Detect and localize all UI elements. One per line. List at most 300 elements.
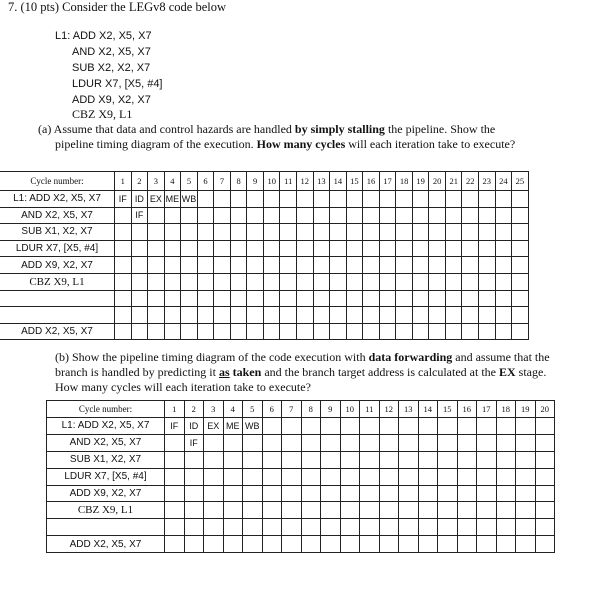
timing-cell[interactable] [346,273,363,290]
stage-cell[interactable]: WB [243,418,263,435]
timing-cell[interactable] [512,290,529,307]
timing-cell[interactable] [148,307,165,324]
timing-cell[interactable] [301,536,321,553]
timing-cell[interactable] [496,485,516,502]
timing-cell[interactable] [418,485,438,502]
timing-cell[interactable] [164,307,181,324]
timing-cell[interactable] [512,240,529,257]
timing-cell[interactable] [280,240,297,257]
timing-cell[interactable] [360,519,380,536]
timing-cell[interactable] [479,224,496,241]
timing-cell[interactable] [230,323,247,340]
timing-cell[interactable] [363,257,380,274]
timing-cell[interactable] [301,418,321,435]
timing-cell[interactable] [230,240,247,257]
timing-cell[interactable] [495,224,512,241]
timing-cell[interactable] [412,323,429,340]
timing-cell[interactable] [477,451,497,468]
timing-cell[interactable] [429,257,446,274]
timing-cell[interactable] [297,323,314,340]
timing-cell[interactable] [379,257,396,274]
timing-cell[interactable] [214,323,231,340]
timing-cell[interactable] [214,191,231,208]
timing-cell[interactable] [197,257,214,274]
timing-cell[interactable] [360,502,380,519]
timing-cell[interactable] [363,191,380,208]
timing-cell[interactable] [247,240,264,257]
timing-cell[interactable] [479,240,496,257]
timing-cell[interactable] [148,323,165,340]
timing-cell[interactable] [230,290,247,307]
timing-cell[interactable] [214,290,231,307]
timing-cell[interactable] [131,273,148,290]
timing-cell[interactable] [495,323,512,340]
timing-cell[interactable] [214,257,231,274]
timing-cell[interactable] [412,290,429,307]
stage-cell[interactable]: IF [184,434,204,451]
timing-cell[interactable] [346,307,363,324]
timing-cell[interactable] [263,257,280,274]
timing-cell[interactable] [297,273,314,290]
timing-cell[interactable] [262,468,282,485]
timing-cell[interactable] [429,273,446,290]
timing-cell[interactable] [479,257,496,274]
timing-cell[interactable] [181,257,198,274]
timing-cell[interactable] [516,418,536,435]
timing-cell[interactable] [379,191,396,208]
timing-cell[interactable] [313,323,330,340]
timing-cell[interactable] [321,519,341,536]
timing-cell[interactable] [148,224,165,241]
timing-cell[interactable] [457,434,477,451]
timing-cell[interactable] [263,207,280,224]
timing-cell[interactable] [131,224,148,241]
timing-cell[interactable] [512,191,529,208]
timing-cell[interactable] [429,240,446,257]
timing-cell[interactable] [330,290,347,307]
timing-cell[interactable] [280,191,297,208]
timing-cell[interactable] [282,434,302,451]
timing-cell[interactable] [280,273,297,290]
timing-cell[interactable] [243,434,263,451]
timing-cell[interactable] [214,207,231,224]
timing-cell[interactable] [131,257,148,274]
timing-cell[interactable] [330,273,347,290]
timing-cell[interactable] [512,323,529,340]
timing-cell[interactable] [181,224,198,241]
timing-cell[interactable] [313,257,330,274]
timing-cell[interactable] [516,468,536,485]
timing-cell[interactable] [297,307,314,324]
timing-cell[interactable] [516,536,536,553]
timing-cell[interactable] [399,418,419,435]
timing-cell[interactable] [477,468,497,485]
timing-cell[interactable] [438,418,458,435]
timing-cell[interactable] [204,468,224,485]
timing-cell[interactable] [445,207,462,224]
timing-cell[interactable] [340,468,360,485]
timing-cell[interactable] [330,307,347,324]
timing-cell[interactable] [223,451,243,468]
timing-cell[interactable] [418,536,438,553]
timing-cell[interactable] [438,519,458,536]
timing-cell[interactable] [181,323,198,340]
timing-cell[interactable] [429,323,446,340]
timing-cell[interactable] [535,434,555,451]
timing-cell[interactable] [412,307,429,324]
timing-cell[interactable] [263,191,280,208]
timing-cell[interactable] [462,307,479,324]
timing-cell[interactable] [479,207,496,224]
timing-cell[interactable] [535,485,555,502]
timing-cell[interactable] [243,468,263,485]
timing-cell[interactable] [165,536,185,553]
stage-cell[interactable]: ME [223,418,243,435]
timing-cell[interactable] [115,224,132,241]
timing-cell[interactable] [282,451,302,468]
stage-cell[interactable]: ME [164,191,181,208]
timing-cell[interactable] [330,323,347,340]
timing-cell[interactable] [247,307,264,324]
timing-cell[interactable] [301,485,321,502]
timing-cell[interactable] [204,434,224,451]
timing-cell[interactable] [340,451,360,468]
timing-cell[interactable] [223,468,243,485]
timing-cell[interactable] [223,485,243,502]
timing-cell[interactable] [214,307,231,324]
timing-cell[interactable] [412,240,429,257]
timing-cell[interactable] [204,519,224,536]
timing-cell[interactable] [495,207,512,224]
timing-cell[interactable] [321,485,341,502]
timing-cell[interactable] [477,502,497,519]
timing-cell[interactable] [313,290,330,307]
timing-cell[interactable] [321,418,341,435]
timing-cell[interactable] [280,323,297,340]
timing-cell[interactable] [477,536,497,553]
timing-cell[interactable] [496,418,516,435]
timing-cell[interactable] [379,519,399,536]
timing-cell[interactable] [197,191,214,208]
timing-cell[interactable] [462,290,479,307]
timing-cell[interactable] [399,519,419,536]
stage-cell[interactable]: IF [165,418,185,435]
timing-cell[interactable] [512,207,529,224]
timing-cell[interactable] [429,207,446,224]
timing-cell[interactable] [535,502,555,519]
timing-cell[interactable] [297,224,314,241]
timing-cell[interactable] [165,434,185,451]
timing-cell[interactable] [165,485,185,502]
timing-cell[interactable] [280,207,297,224]
stage-cell[interactable]: ID [131,191,148,208]
timing-cell[interactable] [313,191,330,208]
timing-cell[interactable] [340,418,360,435]
timing-cell[interactable] [438,536,458,553]
timing-cell[interactable] [495,257,512,274]
timing-cell[interactable] [363,307,380,324]
timing-cell[interactable] [262,536,282,553]
timing-cell[interactable] [445,273,462,290]
timing-cell[interactable] [230,191,247,208]
timing-cell[interactable] [399,468,419,485]
timing-cell[interactable] [115,207,132,224]
timing-cell[interactable] [360,468,380,485]
timing-cell[interactable] [247,207,264,224]
timing-cell[interactable] [131,323,148,340]
timing-cell[interactable] [301,434,321,451]
timing-cell[interactable] [223,502,243,519]
timing-cell[interactable] [457,468,477,485]
timing-cell[interactable] [457,536,477,553]
timing-cell[interactable] [165,519,185,536]
timing-cell[interactable] [313,307,330,324]
timing-cell[interactable] [165,451,185,468]
timing-cell[interactable] [313,240,330,257]
timing-cell[interactable] [164,273,181,290]
timing-cell[interactable] [462,323,479,340]
timing-cell[interactable] [148,240,165,257]
timing-cell[interactable] [438,468,458,485]
timing-cell[interactable] [512,273,529,290]
timing-cell[interactable] [429,290,446,307]
stage-cell[interactable]: IF [115,191,132,208]
timing-cell[interactable] [496,434,516,451]
timing-cell[interactable] [262,451,282,468]
timing-cell[interactable] [223,519,243,536]
timing-cell[interactable] [379,468,399,485]
timing-cell[interactable] [363,273,380,290]
timing-cell[interactable] [247,257,264,274]
timing-cell[interactable] [399,502,419,519]
timing-cell[interactable] [457,519,477,536]
timing-cell[interactable] [512,224,529,241]
timing-cell[interactable] [115,257,132,274]
timing-cell[interactable] [445,191,462,208]
timing-cell[interactable] [479,323,496,340]
timing-cell[interactable] [247,290,264,307]
timing-cell[interactable] [457,418,477,435]
timing-cell[interactable] [396,224,413,241]
timing-cell[interactable] [230,224,247,241]
timing-cell[interactable] [396,323,413,340]
timing-cell[interactable] [131,240,148,257]
timing-cell[interactable] [204,502,224,519]
timing-cell[interactable] [379,240,396,257]
timing-cell[interactable] [495,191,512,208]
timing-cell[interactable] [330,207,347,224]
timing-cell[interactable] [363,207,380,224]
timing-cell[interactable] [379,418,399,435]
timing-cell[interactable] [181,273,198,290]
timing-cell[interactable] [280,224,297,241]
timing-cell[interactable] [197,240,214,257]
timing-cell[interactable] [321,468,341,485]
stage-cell[interactable]: EX [148,191,165,208]
timing-cell[interactable] [214,240,231,257]
timing-cell[interactable] [204,485,224,502]
timing-cell[interactable] [243,451,263,468]
timing-cell[interactable] [164,240,181,257]
timing-cell[interactable] [360,418,380,435]
timing-cell[interactable] [412,273,429,290]
timing-cell[interactable] [516,485,536,502]
timing-cell[interactable] [313,207,330,224]
timing-cell[interactable] [301,451,321,468]
timing-cell[interactable] [399,485,419,502]
timing-cell[interactable] [346,290,363,307]
timing-cell[interactable] [280,290,297,307]
timing-cell[interactable] [197,290,214,307]
timing-cell[interactable] [379,307,396,324]
timing-cell[interactable] [457,502,477,519]
timing-cell[interactable] [495,240,512,257]
timing-cell[interactable] [148,290,165,307]
timing-cell[interactable] [516,451,536,468]
timing-cell[interactable] [321,536,341,553]
timing-cell[interactable] [429,307,446,324]
timing-cell[interactable] [243,519,263,536]
timing-cell[interactable] [280,257,297,274]
timing-cell[interactable] [262,434,282,451]
timing-cell[interactable] [131,307,148,324]
timing-cell[interactable] [346,240,363,257]
timing-cell[interactable] [379,434,399,451]
timing-cell[interactable] [301,502,321,519]
timing-cell[interactable] [148,257,165,274]
timing-cell[interactable] [495,290,512,307]
timing-cell[interactable] [223,434,243,451]
timing-cell[interactable] [418,434,438,451]
timing-cell[interactable] [535,536,555,553]
timing-cell[interactable] [429,224,446,241]
timing-cell[interactable] [164,290,181,307]
timing-cell[interactable] [230,307,247,324]
timing-cell[interactable] [360,451,380,468]
timing-cell[interactable] [363,290,380,307]
timing-cell[interactable] [396,191,413,208]
timing-cell[interactable] [263,240,280,257]
timing-cell[interactable] [115,240,132,257]
timing-cell[interactable] [247,323,264,340]
timing-cell[interactable] [181,207,198,224]
timing-cell[interactable] [184,502,204,519]
timing-cell[interactable] [282,502,302,519]
timing-cell[interactable] [516,502,536,519]
timing-cell[interactable] [181,307,198,324]
timing-cell[interactable] [330,240,347,257]
timing-cell[interactable] [115,307,132,324]
timing-cell[interactable] [340,502,360,519]
timing-cell[interactable] [181,240,198,257]
timing-cell[interactable] [330,191,347,208]
timing-cell[interactable] [462,207,479,224]
timing-cell[interactable] [438,485,458,502]
timing-cell[interactable] [412,257,429,274]
timing-cell[interactable] [330,224,347,241]
timing-cell[interactable] [115,323,132,340]
timing-cell[interactable] [535,451,555,468]
timing-cell[interactable] [346,224,363,241]
timing-cell[interactable] [297,257,314,274]
timing-cell[interactable] [164,224,181,241]
timing-cell[interactable] [197,307,214,324]
timing-cell[interactable] [399,434,419,451]
timing-cell[interactable] [462,240,479,257]
timing-cell[interactable] [262,485,282,502]
timing-cell[interactable] [115,290,132,307]
timing-cell[interactable] [282,468,302,485]
timing-cell[interactable] [379,273,396,290]
timing-cell[interactable] [396,240,413,257]
timing-cell[interactable] [363,224,380,241]
timing-cell[interactable] [131,290,148,307]
timing-cell[interactable] [379,207,396,224]
timing-cell[interactable] [184,485,204,502]
timing-cell[interactable] [115,273,132,290]
timing-cell[interactable] [512,307,529,324]
timing-cell[interactable] [496,451,516,468]
timing-cell[interactable] [280,307,297,324]
timing-cell[interactable] [164,323,181,340]
timing-cell[interactable] [479,273,496,290]
timing-cell[interactable] [496,519,516,536]
timing-cell[interactable] [379,502,399,519]
timing-cell[interactable] [148,273,165,290]
timing-cell[interactable] [512,257,529,274]
timing-cell[interactable] [204,451,224,468]
timing-cell[interactable] [197,273,214,290]
timing-cell[interactable] [396,273,413,290]
timing-cell[interactable] [282,485,302,502]
timing-cell[interactable] [165,468,185,485]
timing-cell[interactable] [379,224,396,241]
timing-cell[interactable] [438,502,458,519]
timing-cell[interactable] [282,519,302,536]
timing-cell[interactable] [313,224,330,241]
timing-cell[interactable] [313,273,330,290]
timing-cell[interactable] [438,451,458,468]
timing-cell[interactable] [418,519,438,536]
timing-cell[interactable] [462,224,479,241]
timing-cell[interactable] [462,191,479,208]
timing-cell[interactable] [297,240,314,257]
timing-cell[interactable] [230,207,247,224]
timing-cell[interactable] [247,191,264,208]
timing-cell[interactable] [346,207,363,224]
timing-cell[interactable] [340,434,360,451]
timing-cell[interactable] [184,451,204,468]
timing-cell[interactable] [412,224,429,241]
timing-cell[interactable] [418,451,438,468]
timing-cell[interactable] [496,468,516,485]
timing-cell[interactable] [223,536,243,553]
timing-cell[interactable] [479,191,496,208]
timing-cell[interactable] [535,519,555,536]
timing-cell[interactable] [445,224,462,241]
timing-cell[interactable] [396,290,413,307]
timing-cell[interactable] [340,519,360,536]
timing-cell[interactable] [363,323,380,340]
timing-cell[interactable] [516,434,536,451]
timing-cell[interactable] [496,536,516,553]
timing-cell[interactable] [363,240,380,257]
timing-cell[interactable] [462,273,479,290]
timing-cell[interactable] [418,468,438,485]
timing-cell[interactable] [479,290,496,307]
timing-cell[interactable] [247,224,264,241]
timing-cell[interactable] [457,485,477,502]
